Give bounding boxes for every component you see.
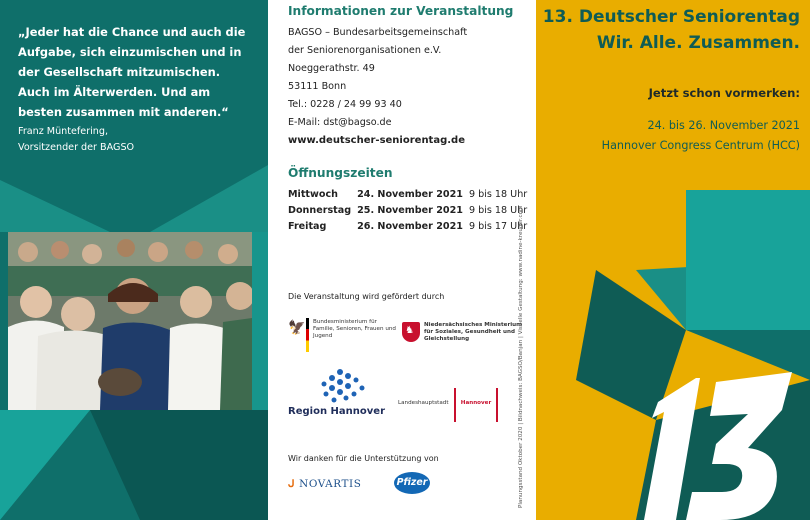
event-dates	[536, 116, 800, 156]
hours-date: 24. November 2021	[357, 188, 463, 200]
table-row	[286, 186, 531, 202]
event-date-range: 24. bis 26. November 2021	[647, 119, 800, 132]
sponsor-heading: Die Veranstaltung wird gefördert durch	[288, 292, 445, 301]
vertical-credits: Planungsstand Oktober 2020 | Bildnachweis: BAGSO/Banjan | Visuelle Gestaltung: www.nadine-kreuder.com	[518, 205, 524, 508]
novartis-label: NOVARTIS	[299, 478, 362, 490]
address-block	[288, 24, 467, 150]
table-row	[286, 218, 531, 234]
hours-date: 26. November 2021	[357, 220, 463, 232]
event-venue: Hannover Congress Centrum (HCC)	[601, 139, 800, 152]
website-link[interactable]: www.deutscher-seniorentag.de	[288, 135, 465, 146]
quote-text: „Jeder hat die Chance und auch die Aufgabe, sich einzumischen und in der Gesellschaft mitzumischen. Auch im Älterwerden. Und am besten zusammen mit anderen.“	[18, 25, 246, 119]
event-title-line2: Wir. Alle. Zusammen.	[596, 33, 800, 53]
hours-day: Mittwoch	[288, 188, 338, 200]
hours-time: 9 bis 18 Uhr	[468, 204, 528, 216]
novartis-flame-icon: ᒍ	[288, 478, 296, 490]
address-line: der Seniorenorganisationen e.V.	[288, 45, 442, 56]
right-panel	[536, 0, 810, 520]
german-flag-bar	[306, 318, 309, 352]
bmfsfj-logo	[288, 318, 396, 358]
middle-panel	[268, 0, 536, 520]
region-hannover-label: Region Hannover	[288, 406, 385, 417]
audience-photo	[8, 232, 252, 410]
region-dots-icon	[288, 366, 386, 406]
email-line[interactable]: E-Mail: dst@bagso.de	[288, 117, 392, 128]
hannover-badge	[454, 388, 498, 422]
landeshauptstadt-logo	[398, 384, 524, 424]
region-hannover-logo	[288, 366, 386, 422]
pfizer-logo: Pfizer	[394, 472, 430, 494]
hours-heading: Öffnungszeiten	[288, 166, 393, 180]
novartis-logo	[288, 478, 361, 490]
eagle-icon: 🦅	[288, 320, 306, 336]
audience-photo-image	[8, 232, 252, 410]
horse-crest-icon: ♞	[402, 322, 420, 342]
hours-date: 25. November 2021	[357, 204, 463, 216]
author-role: Vorsitzender der BAGSO	[18, 142, 135, 153]
hours-day: Donnerstag	[288, 204, 352, 216]
hours-day: Freitag	[288, 220, 327, 232]
address-line: Noeggerathstr. 49	[288, 63, 375, 74]
address-line: 53111 Bonn	[288, 81, 347, 92]
hours-time: 9 bis 17 Uhr	[468, 220, 528, 232]
address-line: BAGSO – Bundesarbeitsgemeinschaft	[288, 27, 468, 38]
hannover-badge-label: Hannover	[460, 400, 492, 406]
info-heading: Informationen zur Veranstaltung	[288, 4, 514, 18]
save-the-date-note: Jetzt schon vormerken:	[648, 86, 800, 100]
hours-time: 9 bis 18 Uhr	[468, 188, 528, 200]
quote-author	[18, 124, 134, 156]
nds-ministry-label: Niedersächsisches Ministerium für Soziales, Gesundheit und Gleichstellung	[424, 322, 522, 342]
thanks-heading: Wir danken für die Unterstützung von	[288, 454, 439, 463]
left-panel	[0, 0, 268, 520]
nds-ministry-logo	[402, 320, 522, 352]
decorative-13-graphic	[536, 0, 810, 520]
table-row	[286, 202, 531, 218]
bmfsfj-label: Bundesministerium für Familie, Senioren, Frauen und Jugend	[313, 319, 396, 339]
event-title-line1: 13. Deutscher Seniorentag	[542, 7, 800, 27]
phone-line: Tel.: 0228 / 24 99 93 40	[288, 99, 402, 110]
lhh-label: Landeshauptstadt	[398, 400, 449, 406]
author-name: Franz Müntefering,	[18, 126, 109, 137]
hours-table	[286, 186, 531, 234]
event-title	[536, 4, 800, 56]
